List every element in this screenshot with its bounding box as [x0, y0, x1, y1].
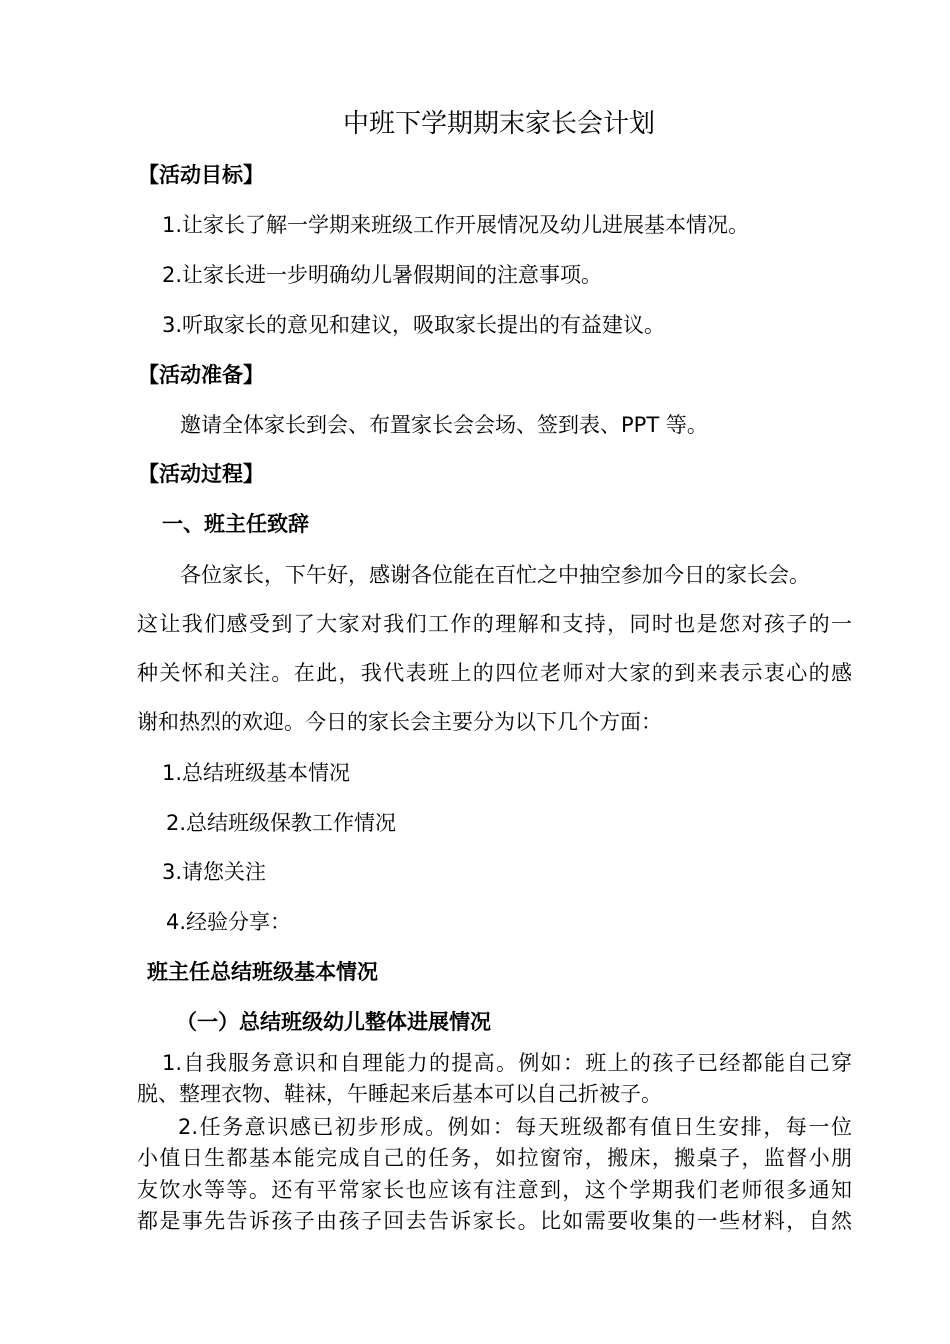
agenda-item: 3.请您关注: [162, 860, 267, 884]
body-line: 1.自我服务意识和自理能力的提高。例如：班上的孩子已经都能自己穿: [162, 1051, 852, 1075]
agenda-item: 1.总结班级基本情况: [162, 761, 351, 785]
speech-line: 这让我们感受到了大家对我们工作的理解和支持，同时也是您对孩子的一: [137, 612, 852, 636]
body-line: 2.任务意识感已初步形成。例如：每天班级都有值日生安排，每一位: [178, 1115, 852, 1139]
sub-heading: （一）总结班级幼儿整体进展情况: [176, 1010, 491, 1034]
agenda-item: 2.总结班级保教工作情况: [166, 811, 397, 835]
preparation-text: 邀请全体家长到会、布置家长会会场、签到表、PPT 等。: [180, 413, 708, 437]
body-line: 小值日生都基本能完成自己的任务，如拉窗帘，搬床，搬桌子，监督小朋: [137, 1146, 852, 1170]
agenda-item: 4.经验分享：: [166, 910, 292, 934]
summary-heading: 班主任总结班级基本情况: [147, 960, 378, 984]
body-line: 脱、整理衣物、鞋袜，午睡起来后基本可以自己折被子。: [137, 1082, 662, 1106]
goal-item: 3.听取家长的意见和建议，吸取家长提出的有益建议。: [162, 313, 666, 337]
speech-line: 谢和热烈的欢迎。今日的家长会主要分为以下几个方面：: [137, 710, 662, 734]
section-heading-goals: 【活动目标】: [138, 163, 264, 187]
body-line: 友饮水等等。还有平常家长也应该有注意到，这个学期我们老师很多通知: [137, 1178, 852, 1202]
goal-item: 2.让家长进一步明确幼儿暑假期间的注意事项。: [162, 263, 603, 287]
goal-item: 1.让家长了解一学期来班级工作开展情况及幼儿进展基本情况。: [162, 213, 750, 237]
speech-line: 种关怀和关注。在此，我代表班上的四位老师对大家的到来表示衷心的感: [137, 661, 852, 685]
part-heading-speech: 一、班主任致辞: [162, 512, 309, 536]
section-heading-process: 【活动过程】: [138, 462, 264, 486]
document-title: 中班下学期期末家长会计划: [342, 109, 655, 139]
section-heading-preparation: 【活动准备】: [138, 363, 264, 387]
speech-line: 各位家长，下午好，感谢各位能在百忙之中抽空参加今日的家长会。: [180, 563, 810, 587]
body-line: 都是事先告诉孩子由孩子回去告诉家长。比如需要收集的一些材料，自然: [137, 1209, 852, 1233]
